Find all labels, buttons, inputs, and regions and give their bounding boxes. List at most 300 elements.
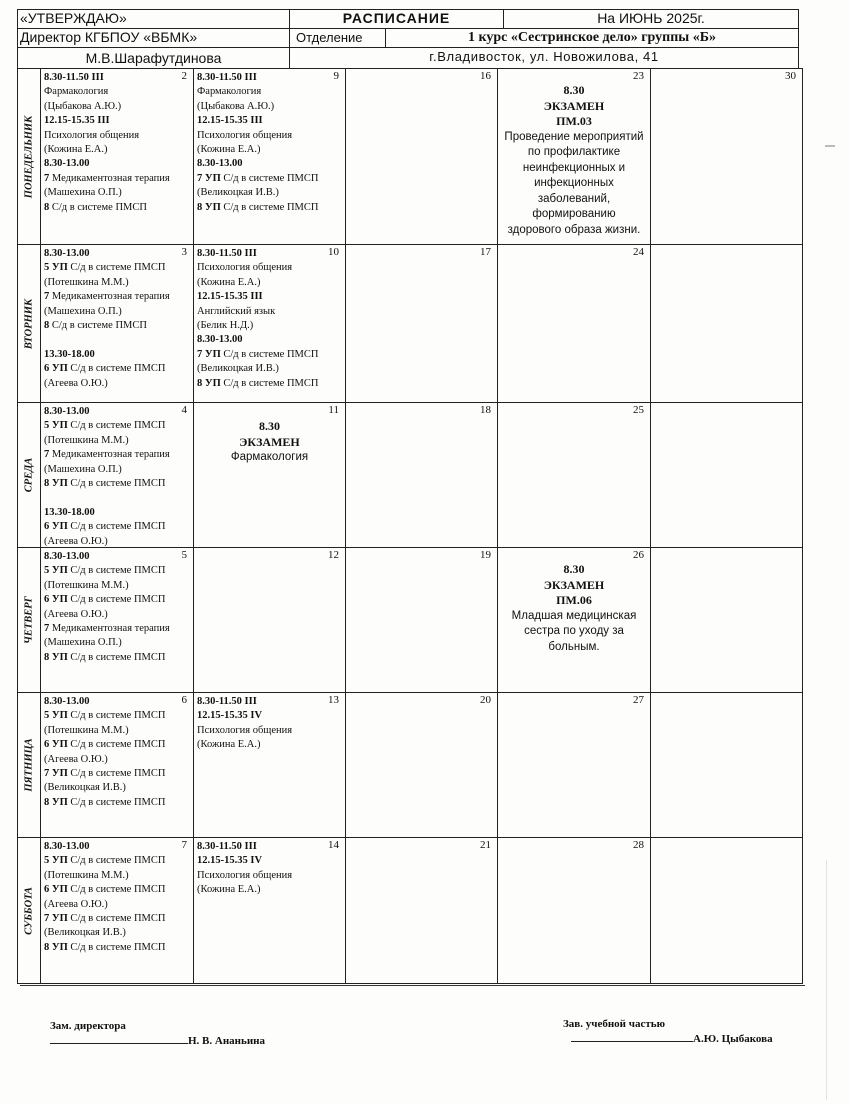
exam-description: больным. <box>548 640 600 653</box>
lesson-line <box>44 405 191 419</box>
date-number: 2 <box>181 70 187 82</box>
lesson-line <box>197 724 343 738</box>
lesson-line <box>197 869 343 883</box>
date-number: 13 <box>328 694 339 706</box>
lesson-time: 6 УП <box>44 521 68 533</box>
lesson-line <box>44 143 191 157</box>
exam-description: Фармакология <box>230 451 309 463</box>
schedule-cell <box>345 68 498 245</box>
lesson-text: С/д в системе ПМСП <box>220 348 319 360</box>
lesson-time: 7 УП <box>197 348 221 360</box>
lesson-line <box>44 276 191 290</box>
lesson-text: С/д в системе ПМСП <box>49 201 147 213</box>
lesson-line <box>44 781 191 795</box>
scan-edge-mark <box>825 145 835 147</box>
schedule-cell <box>650 837 803 984</box>
lesson-line <box>197 695 343 709</box>
lesson-line <box>44 114 191 128</box>
lesson-time: 6 УП <box>44 739 68 751</box>
schedule-cell <box>193 692 346 838</box>
exam-label: ЭКЗАМЕН <box>543 98 605 113</box>
lesson-line <box>44 941 191 955</box>
lesson-line <box>197 100 343 114</box>
lesson-line <box>44 550 191 564</box>
lesson-line <box>44 319 191 333</box>
lesson-text: Английский язык <box>197 305 276 317</box>
lesson-time: 12.15-15.35 IV <box>197 855 263 867</box>
page-title: РАСПИСАНИЕ <box>289 9 504 29</box>
lesson-text: Психология общения <box>197 869 293 881</box>
date-number: 19 <box>480 549 491 561</box>
lesson-line <box>44 85 191 99</box>
lesson-line <box>197 186 343 200</box>
lesson-line <box>44 100 191 114</box>
date-number: 11 <box>328 404 339 416</box>
lesson-line <box>44 869 191 883</box>
lesson-list <box>44 71 191 215</box>
lesson-line <box>44 362 191 376</box>
lesson-line <box>197 840 343 854</box>
lesson-time: 8.30-13.00 <box>44 158 90 170</box>
lesson-text: (Агеева О.Ю.) <box>44 898 108 910</box>
lesson-text: Психология общения <box>197 262 293 274</box>
lesson-line <box>44 579 191 593</box>
lesson-line <box>197 290 343 304</box>
schedule-cell <box>345 837 498 984</box>
lesson-time: 8.30-11.50 III <box>197 248 257 259</box>
exam-description: по профилактике <box>527 146 621 158</box>
schedule-cell <box>497 692 651 838</box>
lesson-text: (Цыбакова А.Ю.) <box>44 100 122 112</box>
lesson-time: 7 <box>44 449 50 461</box>
lesson-text: С/д в системе ПМСП <box>49 320 147 332</box>
day-label: СУББОТА <box>23 886 35 935</box>
lesson-time: 12.15-15.35 III <box>44 115 110 127</box>
lesson-line <box>197 71 343 85</box>
lesson-line <box>197 377 343 391</box>
lesson-text: С/д в системе ПМСП <box>67 941 166 953</box>
lesson-line <box>197 305 343 319</box>
schedule-cell <box>193 402 346 548</box>
lesson-text: (Агеева О.Ю.) <box>44 535 108 547</box>
lesson-text: С/д в системе ПМСП <box>67 768 166 780</box>
deputy-director-name: Н. В. Ананьина <box>188 1035 266 1047</box>
lesson-list <box>44 840 191 955</box>
lesson-line <box>44 535 191 548</box>
lesson-line <box>44 448 191 462</box>
date-number: 27 <box>633 694 644 706</box>
exam-block <box>498 562 650 655</box>
lesson-time: 13.30-18.00 <box>44 506 95 518</box>
lesson-time: 8 УП <box>44 478 68 490</box>
schedule-cell <box>193 68 346 245</box>
exam-time: 8.30 <box>563 83 585 97</box>
lesson-line <box>197 172 343 186</box>
date-number: 23 <box>633 70 644 82</box>
lesson-time: 8 УП <box>44 796 68 808</box>
day-label-cell <box>17 692 41 838</box>
lesson-time: 5 УП <box>44 710 68 722</box>
lesson-time: 7 <box>44 291 50 303</box>
lesson-time: 12.15-15.35 III <box>197 291 263 303</box>
lesson-time: 6 УП <box>44 884 68 896</box>
lesson-text: Медикаментозная терапия <box>49 449 170 461</box>
lesson-text: (Агеева О.Ю.) <box>44 608 108 620</box>
lesson-line <box>197 362 343 376</box>
scan-edge-line <box>826 860 827 1100</box>
lesson-text: (Кожина Е.А.) <box>197 739 261 751</box>
lesson-text: (Агеева О.Ю.) <box>44 377 108 389</box>
lesson-list <box>197 71 343 215</box>
lesson-line <box>44 608 191 622</box>
lesson-text: С/д в системе ПМСП <box>67 710 166 722</box>
lesson-time: 7 УП <box>44 913 68 925</box>
lesson-time: 5 УП <box>44 565 68 577</box>
lesson-line <box>44 898 191 912</box>
schedule-cell <box>650 244 803 403</box>
day-label: СРЕДА <box>23 457 35 493</box>
lesson-line <box>197 247 343 261</box>
lesson-text: Медикаментозная терапия <box>49 172 170 184</box>
lesson-text: С/д в системе ПМСП <box>67 363 166 375</box>
exam-description: сестра по уходу за <box>524 625 624 637</box>
lesson-time: 12.15-15.35 IV <box>197 710 263 722</box>
schedule-cell <box>497 837 651 984</box>
lesson-time: 8.30-13.00 <box>44 696 90 707</box>
lesson-text: Медикаментозная терапия <box>49 623 170 635</box>
lesson-time: 8.30-11.50 III <box>197 841 257 852</box>
lesson-line <box>197 261 343 275</box>
lesson-time: 7 УП <box>197 172 221 184</box>
lesson-text: Психология общения <box>44 129 140 141</box>
lesson-line <box>197 276 343 290</box>
exam-label: ЭКЗАМЕН <box>543 577 605 592</box>
lesson-time: 8 УП <box>197 201 221 213</box>
lesson-list <box>44 247 191 391</box>
day-label-cell <box>17 837 41 984</box>
lesson-text: С/д в системе ПМСП <box>67 739 166 751</box>
lesson-time: 7 УП <box>44 768 68 780</box>
lesson-line <box>197 883 343 897</box>
day-label-cell <box>17 68 41 245</box>
lesson-line <box>44 651 191 665</box>
lesson-time: 8.30-13.00 <box>44 406 90 417</box>
lesson-line <box>44 767 191 781</box>
lesson-time: 8.30-13.00 <box>197 158 243 170</box>
lesson-text: (Потешкина М.М.) <box>44 434 129 446</box>
lesson-text: С/д в системе ПМСП <box>67 478 166 490</box>
lesson-line <box>197 129 343 143</box>
date-number: 21 <box>480 839 491 851</box>
exam-description: Проведение мероприятий <box>504 130 644 143</box>
lesson-text: С/д в системе ПМСП <box>67 651 166 663</box>
lesson-line <box>44 434 191 448</box>
schedule-cell <box>497 402 651 548</box>
lesson-text: С/д в системе ПМСП <box>220 377 319 389</box>
lesson-line <box>44 172 191 186</box>
lesson-line <box>44 506 191 520</box>
lesson-text: Медикаментозная терапия <box>49 291 170 303</box>
lesson-text: (Машехина О.П.) <box>44 305 122 317</box>
schedule-cell <box>40 68 194 245</box>
lesson-line <box>44 348 191 362</box>
schedule-cell <box>193 244 346 403</box>
schedule-cell <box>345 547 498 693</box>
schedule-cell <box>650 547 803 693</box>
lesson-list <box>44 405 191 548</box>
lesson-text: С/д в системе ПМСП <box>67 420 166 432</box>
day-label-cell <box>17 244 41 403</box>
schedule-cell <box>40 692 194 838</box>
lesson-line <box>44 290 191 304</box>
head-of-studies-label: Зав. учебной частью <box>563 1018 665 1030</box>
department-label: Отделение <box>289 28 386 48</box>
lesson-text: (Великоцкая И.В.) <box>44 782 126 794</box>
lesson-time: 8 УП <box>44 651 68 663</box>
lesson-list <box>197 247 343 391</box>
lesson-text: Психология общения <box>197 724 293 736</box>
lesson-list <box>197 695 343 753</box>
lesson-line <box>44 695 191 709</box>
lesson-text: С/д в системе ПМСП <box>67 796 166 808</box>
lesson-line <box>44 333 191 347</box>
schedule-cell <box>40 547 194 693</box>
lesson-line <box>44 738 191 752</box>
date-number: 4 <box>181 404 187 416</box>
exam-label: ЭКЗАМЕН <box>239 434 300 449</box>
lesson-line <box>197 85 343 99</box>
lesson-text: (Кожина Е.А.) <box>197 276 261 288</box>
date-number: 5 <box>181 549 187 561</box>
exam-block <box>498 83 650 238</box>
day-label: ПЯТНИЦА <box>23 738 35 792</box>
lesson-text: С/д в системе ПМСП <box>220 172 319 184</box>
date-number: 25 <box>633 404 644 416</box>
lesson-line <box>44 247 191 261</box>
exam-time: 8.30 <box>259 419 280 433</box>
lesson-text: (Машехина О.П.) <box>44 187 122 199</box>
lesson-line <box>44 854 191 868</box>
lesson-line <box>197 143 343 157</box>
lesson-line <box>44 724 191 738</box>
schedule-cell <box>193 837 346 984</box>
lesson-text: С/д в системе ПМСП <box>67 262 166 274</box>
lesson-text: (Потешкина М.М.) <box>44 276 129 288</box>
lesson-time: 7 <box>44 623 50 635</box>
schedule-cell <box>345 244 498 403</box>
lesson-text: Фармакология <box>197 86 262 98</box>
date-number: 7 <box>181 839 187 851</box>
lesson-text: С/д в системе ПМСП <box>67 913 166 925</box>
lesson-line <box>44 261 191 275</box>
lesson-line <box>44 840 191 854</box>
lesson-line <box>44 186 191 200</box>
approve-label: «УТВЕРЖДАЮ» <box>17 9 290 29</box>
schedule-cell <box>40 837 194 984</box>
schedule-cell <box>345 402 498 548</box>
group-label: 1 курс «Сестринское дело» группы «Б» <box>385 28 799 48</box>
lesson-line <box>44 636 191 650</box>
exam-code: ПМ.03 <box>556 114 592 128</box>
exam-description: Младшая медицинская <box>511 609 637 622</box>
date-number: 24 <box>633 246 644 258</box>
lesson-text: С/д в системе ПМСП <box>67 594 166 606</box>
lesson-line <box>44 926 191 940</box>
lesson-line <box>44 419 191 433</box>
date-number: 16 <box>480 70 491 82</box>
lesson-line <box>44 912 191 926</box>
lesson-line <box>44 71 191 85</box>
lesson-line <box>44 201 191 215</box>
date-number: 17 <box>480 246 491 258</box>
schedule-cell <box>650 692 803 838</box>
day-label-cell <box>17 547 41 693</box>
lesson-text: (Кожина Е.А.) <box>44 144 108 156</box>
lesson-time: 8.30-13.00 <box>44 248 90 259</box>
schedule-cell <box>40 402 194 548</box>
lesson-text: Психология общения <box>197 129 293 141</box>
lesson-time: 8 <box>44 201 50 213</box>
lesson-line <box>197 114 343 128</box>
head-of-studies-name: А.Ю. Цыбакова <box>693 1033 773 1045</box>
schedule-cell <box>497 244 651 403</box>
day-label-cell <box>17 402 41 548</box>
lesson-time: 8.30-11.50 III <box>197 696 257 707</box>
lesson-time: 8.30-13.00 <box>44 841 90 852</box>
lesson-list <box>44 695 191 810</box>
lesson-line <box>197 319 343 333</box>
address-label: г.Владивосток, ул. Новожилова, 41 <box>289 47 799 69</box>
day-label: ЧЕТВЕРГ <box>23 595 35 645</box>
date-number: 6 <box>181 694 187 706</box>
exam-description: формированию <box>532 208 616 220</box>
schedule-cell <box>40 244 194 403</box>
lesson-text: Фармакология <box>44 86 109 98</box>
lesson-time: 8 УП <box>44 941 68 953</box>
lesson-time: 8 УП <box>197 377 221 389</box>
lesson-line <box>44 709 191 723</box>
lesson-line <box>44 883 191 897</box>
exam-description: неинфекционных и <box>522 161 626 174</box>
lesson-line <box>44 491 191 505</box>
lesson-line <box>44 564 191 578</box>
lesson-text: С/д в системе ПМСП <box>67 521 166 533</box>
lesson-line <box>44 622 191 636</box>
lesson-text: (Великоцкая И.В.) <box>44 927 126 939</box>
schedule-cell <box>650 68 803 245</box>
schedule-cell <box>497 547 651 693</box>
lesson-text: (Великоцкая И.В.) <box>197 363 279 375</box>
lesson-line <box>44 157 191 171</box>
lesson-text: (Кожина Е.А.) <box>197 144 261 156</box>
month-label: На ИЮНЬ 2025г. <box>503 9 799 29</box>
date-number: 12 <box>328 549 339 561</box>
lesson-text: (Цыбакова А.Ю.) <box>197 100 275 112</box>
exam-description: здорового образа жизни. <box>507 223 641 236</box>
lesson-text: С/д в системе ПМСП <box>220 201 319 213</box>
lesson-text: С/д в системе ПМСП <box>67 565 166 577</box>
lesson-time: 8.30-13.00 <box>197 334 243 346</box>
lesson-time: 8.30-11.50 III <box>197 72 257 83</box>
lesson-line <box>44 463 191 477</box>
lesson-text: (Потешкина М.М.) <box>44 724 129 736</box>
lesson-time: 8.30-13.00 <box>44 551 90 562</box>
lesson-time: 6 УП <box>44 363 68 375</box>
date-number: 26 <box>633 549 644 561</box>
lesson-time: 12.15-15.35 III <box>197 115 263 127</box>
date-number: 18 <box>480 404 491 416</box>
exam-block <box>194 419 345 466</box>
date-number: 20 <box>480 694 491 706</box>
lesson-line <box>197 333 343 347</box>
lesson-line <box>44 796 191 810</box>
date-number: 9 <box>333 70 339 82</box>
lesson-line <box>44 129 191 143</box>
date-number: 28 <box>633 839 644 851</box>
date-number: 10 <box>328 246 339 258</box>
exam-description: инфекционных <box>534 177 614 189</box>
lesson-line <box>197 738 343 752</box>
schedule-cell <box>345 692 498 838</box>
schedule-cell <box>650 402 803 548</box>
lesson-line <box>197 157 343 171</box>
lesson-text: (Агеева О.Ю.) <box>44 753 108 765</box>
lesson-text: (Машехина О.П.) <box>44 637 122 649</box>
lesson-time: 8.30-11.50 III <box>44 72 104 83</box>
lesson-time: 13.30-18.00 <box>44 348 95 360</box>
lesson-text: (Машехина О.П.) <box>44 463 122 475</box>
director-name: М.В.Шарафутдинова <box>17 47 290 69</box>
lesson-line <box>197 201 343 215</box>
deputy-director-signature <box>50 1035 265 1047</box>
lesson-time: 5 УП <box>44 420 68 432</box>
lesson-line <box>44 377 191 391</box>
lesson-text: С/д в системе ПМСП <box>67 884 166 896</box>
date-number: 14 <box>328 839 339 851</box>
date-number: 3 <box>181 246 187 258</box>
lesson-line <box>44 520 191 534</box>
deputy-director-label: Зам. директора <box>50 1020 126 1032</box>
lesson-time: 8 <box>44 320 50 332</box>
lesson-time: 5 УП <box>44 262 68 274</box>
lesson-text: (Потешкина М.М.) <box>44 579 129 591</box>
lesson-line <box>44 753 191 767</box>
lesson-time: 7 <box>44 172 50 184</box>
lesson-line <box>44 477 191 491</box>
lesson-time: 5 УП <box>44 855 68 867</box>
lesson-text: (Великоцкая И.В.) <box>197 187 279 199</box>
lesson-text: (Белик Н.Д.) <box>197 320 254 332</box>
lesson-text: С/д в системе ПМСП <box>67 855 166 867</box>
schedule-cell <box>193 547 346 693</box>
day-label: ПОНЕДЕЛЬНИК <box>23 115 35 198</box>
exam-code: ПМ.06 <box>556 593 592 607</box>
lesson-list <box>197 840 343 898</box>
lesson-line <box>197 709 343 723</box>
exam-time: 8.30 <box>563 562 585 576</box>
date-number: 30 <box>785 70 796 82</box>
head-of-studies-signature <box>571 1033 773 1045</box>
lesson-line <box>44 593 191 607</box>
director-title: Директор КГБПОУ «ВБМК» <box>17 28 290 48</box>
day-label: ВТОРНИК <box>23 298 35 349</box>
schedule-cell <box>497 68 651 245</box>
lesson-line <box>197 854 343 868</box>
lesson-line <box>44 305 191 319</box>
lesson-list <box>44 550 191 665</box>
lesson-line <box>197 348 343 362</box>
footer-divider <box>20 985 805 986</box>
